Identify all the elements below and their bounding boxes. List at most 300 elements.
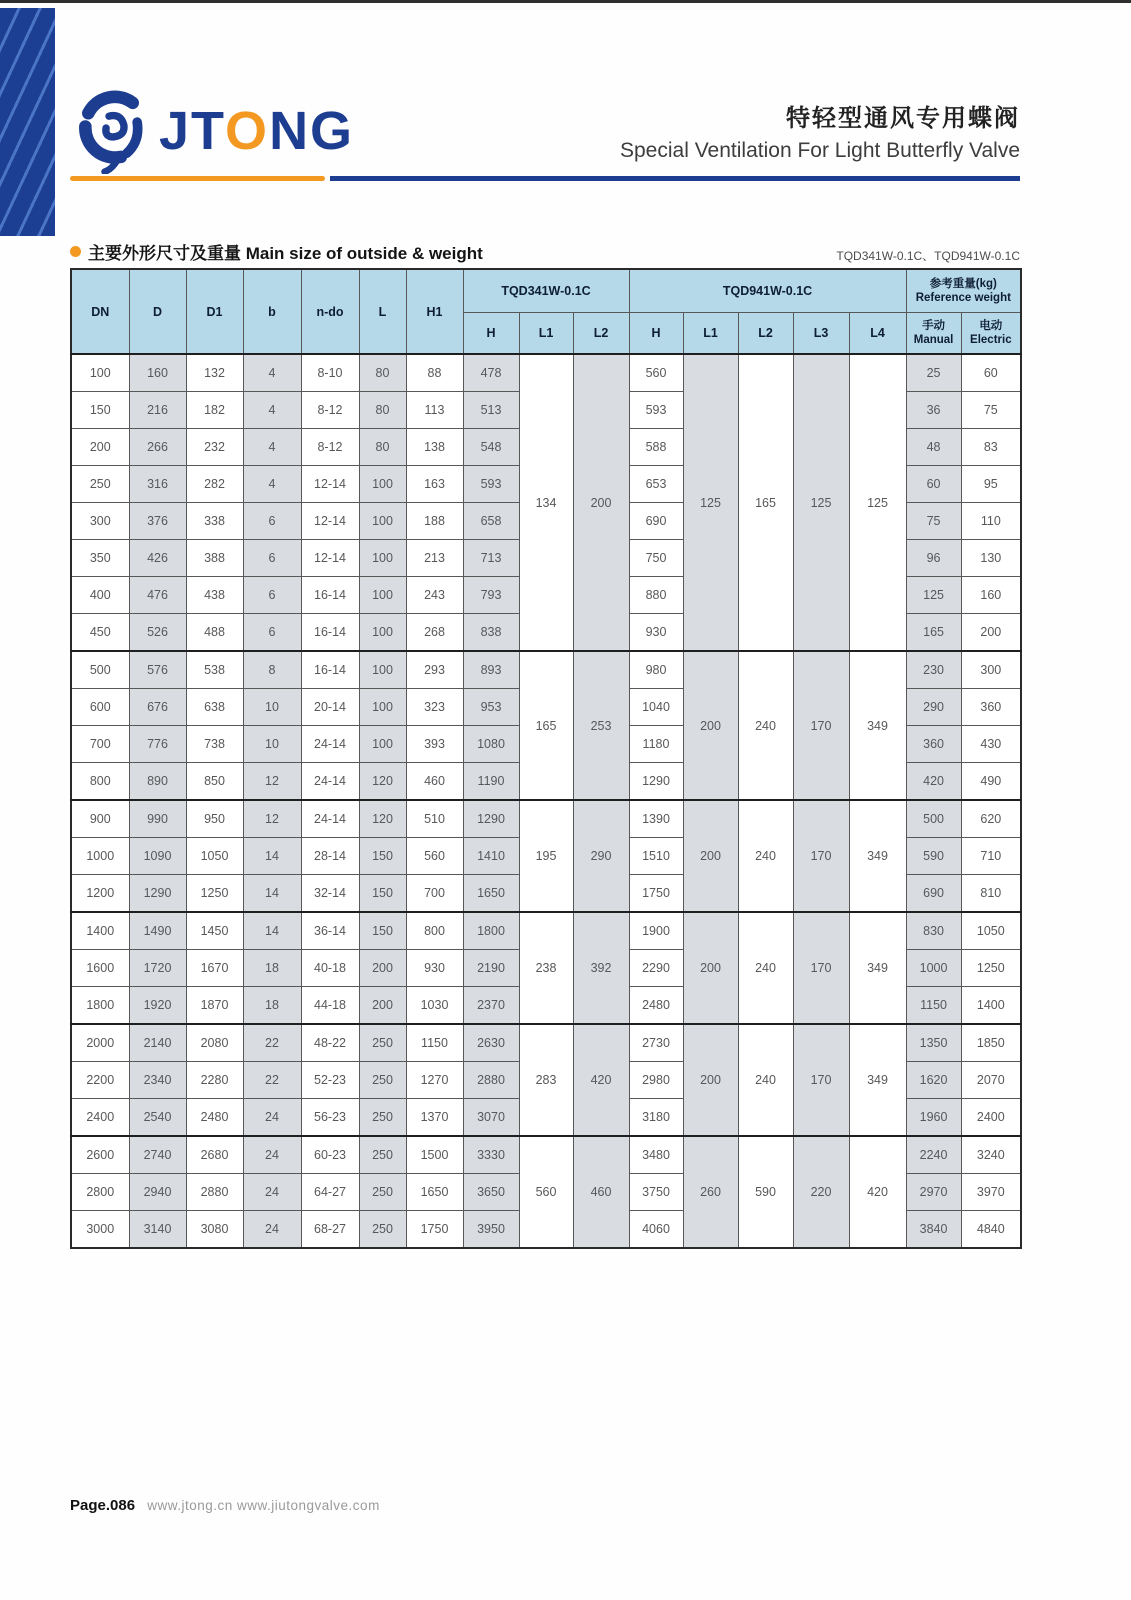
jtong-logo-text: JTONG <box>159 101 355 161</box>
table-cell: 130 <box>961 540 1021 577</box>
table-cell: 2970 <box>906 1174 961 1211</box>
table-cell: 388 <box>186 540 243 577</box>
subcol-weight-electric: 电动 Electric <box>961 313 1021 355</box>
table-cell: 1650 <box>406 1174 463 1211</box>
col-header-d: D <box>129 269 186 354</box>
section-heading <box>70 239 1020 264</box>
table-cell: 450 <box>71 614 129 652</box>
table-cell: 2200 <box>71 1062 129 1099</box>
table-cell: 216 <box>129 392 186 429</box>
table-cell: 1920 <box>129 987 186 1025</box>
table-cell: 590 <box>906 838 961 875</box>
table-body <box>71 354 1021 1248</box>
table-cell: 266 <box>129 429 186 466</box>
table-cell: 75 <box>906 503 961 540</box>
table-cell: 1620 <box>906 1062 961 1099</box>
table-cell: 800 <box>71 763 129 801</box>
table-cell: 750 <box>629 540 683 577</box>
table-cell: 200 <box>71 429 129 466</box>
table-cell: 132 <box>186 354 243 392</box>
dimensions-table-wrap <box>70 268 1022 1249</box>
table-cell: 3180 <box>629 1099 683 1137</box>
table-cell: 350 <box>71 540 129 577</box>
table-cell: 1960 <box>906 1099 961 1137</box>
table-cell: 4 <box>243 354 301 392</box>
table-cell: 2600 <box>71 1136 129 1174</box>
table-cell: 200 <box>573 354 629 651</box>
table-cell: 220 <box>793 1136 849 1248</box>
table-cell: 8-10 <box>301 354 359 392</box>
col-header-h1: H1 <box>406 269 463 354</box>
table-cell: 100 <box>359 651 406 689</box>
group-header-tqd941w: TQD941W-0.1C <box>629 269 906 313</box>
table-cell: 250 <box>71 466 129 503</box>
table-cell: 400 <box>71 577 129 614</box>
table-cell: 6 <box>243 503 301 540</box>
table-cell: 24-14 <box>301 800 359 838</box>
table-cell: 990 <box>129 800 186 838</box>
table-cell: 548 <box>463 429 519 466</box>
table-cell: 260 <box>683 1136 738 1248</box>
table-cell: 1720 <box>129 950 186 987</box>
table-cell: 125 <box>793 354 849 651</box>
table-cell: 16-14 <box>301 614 359 652</box>
table-row <box>71 651 1021 689</box>
table-cell: 3240 <box>961 1136 1021 1174</box>
table-cell: 526 <box>129 614 186 652</box>
table-cell: 200 <box>359 950 406 987</box>
table-cell: 2740 <box>129 1136 186 1174</box>
table-cell: 113 <box>406 392 463 429</box>
table-cell: 6 <box>243 540 301 577</box>
table-cell: 430 <box>961 726 1021 763</box>
table-cell: 230 <box>906 651 961 689</box>
table-cell: 120 <box>359 800 406 838</box>
table-cell: 3750 <box>629 1174 683 1211</box>
table-cell: 24-14 <box>301 726 359 763</box>
table-cell: 282 <box>186 466 243 503</box>
table-cell: 3000 <box>71 1211 129 1249</box>
table-cell: 1400 <box>71 912 129 950</box>
table-cell: 1250 <box>961 950 1021 987</box>
table-cell: 2800 <box>71 1174 129 1211</box>
table-cell: 1450 <box>186 912 243 950</box>
table-cell: 460 <box>406 763 463 801</box>
table-cell: 25 <box>906 354 961 392</box>
subcol-weight-manual: 手动 Manual <box>906 313 961 355</box>
subcol-941-l3: L3 <box>793 313 849 355</box>
table-cell: 40-18 <box>301 950 359 987</box>
table-cell: 4 <box>243 466 301 503</box>
table-cell: 213 <box>406 540 463 577</box>
table-cell: 2680 <box>186 1136 243 1174</box>
table-cell: 165 <box>519 651 573 800</box>
table-cell: 12-14 <box>301 540 359 577</box>
table-cell: 1870 <box>186 987 243 1025</box>
table-cell: 24 <box>243 1211 301 1249</box>
table-cell: 2480 <box>186 1099 243 1137</box>
table-cell: 2190 <box>463 950 519 987</box>
website-urls: www.jtong.cn www.jiutongvalve.com <box>147 1498 380 1513</box>
table-cell: 478 <box>463 354 519 392</box>
table-cell: 165 <box>906 614 961 652</box>
table-cell: 150 <box>71 392 129 429</box>
table-cell: 195 <box>519 800 573 912</box>
subcol-941-l2: L2 <box>738 313 793 355</box>
table-cell: 200 <box>683 1024 738 1136</box>
table-cell: 75 <box>961 392 1021 429</box>
table-cell: 710 <box>961 838 1021 875</box>
table-cell: 243 <box>406 577 463 614</box>
table-cell: 64-27 <box>301 1174 359 1211</box>
section-title: 主要外形尺寸及重量 Main size of outside & weight <box>88 244 483 263</box>
table-cell: 560 <box>519 1136 573 1248</box>
table-cell: 800 <box>406 912 463 950</box>
table-cell: 96 <box>906 540 961 577</box>
table-cell: 360 <box>906 726 961 763</box>
table-cell: 2730 <box>629 1024 683 1062</box>
table-cell: 323 <box>406 689 463 726</box>
table-cell: 95 <box>961 466 1021 503</box>
group-header-tqd341w: TQD341W-0.1C <box>463 269 629 313</box>
table-cell: 538 <box>186 651 243 689</box>
table-cell: 1800 <box>463 912 519 950</box>
logo-o-letter: O <box>225 101 270 161</box>
table-cell: 2480 <box>629 987 683 1025</box>
table-cell: 60 <box>961 354 1021 392</box>
table-cell: 8 <box>243 651 301 689</box>
table-cell: 60-23 <box>301 1136 359 1174</box>
table-cell: 1150 <box>406 1024 463 1062</box>
table-cell: 200 <box>359 987 406 1025</box>
group-header-weight <box>906 269 1021 313</box>
table-cell: 490 <box>961 763 1021 801</box>
table-cell: 2000 <box>71 1024 129 1062</box>
table-cell: 830 <box>906 912 961 950</box>
table-cell: 576 <box>129 651 186 689</box>
table-cell: 738 <box>186 726 243 763</box>
table-cell: 60 <box>906 466 961 503</box>
table-cell: 360 <box>961 689 1021 726</box>
table-cell: 188 <box>406 503 463 540</box>
table-cell: 1490 <box>129 912 186 950</box>
col-header-dn: DN <box>71 269 129 354</box>
weight-label-zh: 参考重量(kg) <box>929 277 997 290</box>
table-cell: 10 <box>243 689 301 726</box>
table-cell: 2080 <box>186 1024 243 1062</box>
table-cell: 590 <box>738 1136 793 1248</box>
table-cell: 36 <box>906 392 961 429</box>
table-cell: 349 <box>849 912 906 1024</box>
table-cell: 24 <box>243 1136 301 1174</box>
table-cell: 12-14 <box>301 466 359 503</box>
table-cell: 1410 <box>463 838 519 875</box>
table-cell: 658 <box>463 503 519 540</box>
table-cell: 150 <box>359 838 406 875</box>
table-row <box>71 354 1021 392</box>
table-cell: 376 <box>129 503 186 540</box>
table-cell: 1850 <box>961 1024 1021 1062</box>
divider-blue-segment <box>330 176 1020 181</box>
table-cell: 48-22 <box>301 1024 359 1062</box>
divider-orange-segment <box>70 176 325 181</box>
table-cell: 1030 <box>406 987 463 1025</box>
table-cell: 14 <box>243 912 301 950</box>
table-cell: 500 <box>906 800 961 838</box>
table-cell: 8-12 <box>301 429 359 466</box>
table-cell: 250 <box>359 1174 406 1211</box>
table-cell: 100 <box>359 577 406 614</box>
table-cell: 100 <box>359 689 406 726</box>
table-cell: 4 <box>243 429 301 466</box>
table-cell: 170 <box>793 651 849 800</box>
table-cell: 838 <box>463 614 519 652</box>
table-head <box>71 269 1021 354</box>
table-cell: 250 <box>359 1062 406 1099</box>
table-cell: 125 <box>849 354 906 651</box>
table-cell: 776 <box>129 726 186 763</box>
table-cell: 1250 <box>186 875 243 913</box>
table-cell: 290 <box>906 689 961 726</box>
table-cell: 14 <box>243 875 301 913</box>
table-cell: 1290 <box>629 763 683 801</box>
table-cell: 1800 <box>71 987 129 1025</box>
table-cell: 980 <box>629 651 683 689</box>
table-cell: 392 <box>573 912 629 1024</box>
header-divider <box>70 176 1020 181</box>
table-cell: 393 <box>406 726 463 763</box>
table-cell: 700 <box>406 875 463 913</box>
table-cell: 4840 <box>961 1211 1021 1249</box>
table-cell: 1600 <box>71 950 129 987</box>
table-cell: 713 <box>463 540 519 577</box>
table-cell: 100 <box>359 466 406 503</box>
table-cell: 6 <box>243 614 301 652</box>
table-cell: 100 <box>359 614 406 652</box>
table-cell: 1400 <box>961 987 1021 1025</box>
table-cell: 32-14 <box>301 875 359 913</box>
table-cell: 170 <box>793 912 849 1024</box>
table-cell: 83 <box>961 429 1021 466</box>
col-header-b: b <box>243 269 301 354</box>
table-cell: 3480 <box>629 1136 683 1174</box>
table-cell: 24 <box>243 1174 301 1211</box>
table-cell: 338 <box>186 503 243 540</box>
table-cell: 2980 <box>629 1062 683 1099</box>
col-header-d1: D1 <box>186 269 243 354</box>
table-cell: 420 <box>906 763 961 801</box>
table-cell: 349 <box>849 1024 906 1136</box>
product-title-en: Special Ventilation For Light Butterfly Valve <box>620 139 1020 162</box>
product-title-zh: 特轻型通风专用蝶阀 <box>786 105 1020 132</box>
table-cell: 1040 <box>629 689 683 726</box>
table-cell: 22 <box>243 1062 301 1099</box>
table-cell: 300 <box>71 503 129 540</box>
dimensions-table <box>70 268 1022 1249</box>
table-cell: 12 <box>243 763 301 801</box>
table-cell: 240 <box>738 800 793 912</box>
table-cell: 56-23 <box>301 1099 359 1137</box>
table-cell: 24-14 <box>301 763 359 801</box>
table-cell: 100 <box>359 503 406 540</box>
table-cell: 1670 <box>186 950 243 987</box>
table-cell: 48 <box>906 429 961 466</box>
table-cell: 2630 <box>463 1024 519 1062</box>
table-cell: 293 <box>406 651 463 689</box>
table-cell: 1750 <box>406 1211 463 1249</box>
jtong-logo <box>75 88 354 174</box>
table-cell: 300 <box>961 651 1021 689</box>
table-cell: 653 <box>629 466 683 503</box>
table-cell: 560 <box>406 838 463 875</box>
table-cell: 1200 <box>71 875 129 913</box>
table-cell: 240 <box>738 651 793 800</box>
subcol-341-l2: L2 <box>573 313 629 355</box>
table-cell: 420 <box>573 1024 629 1136</box>
table-cell: 488 <box>186 614 243 652</box>
table-cell: 930 <box>406 950 463 987</box>
table-cell: 200 <box>683 800 738 912</box>
table-cell: 438 <box>186 577 243 614</box>
table-cell: 238 <box>519 912 573 1024</box>
table-cell: 600 <box>71 689 129 726</box>
table-cell: 88 <box>406 354 463 392</box>
table-cell: 3650 <box>463 1174 519 1211</box>
table-cell: 1390 <box>629 800 683 838</box>
table-cell: 1050 <box>961 912 1021 950</box>
table-cell: 250 <box>359 1024 406 1062</box>
table-cell: 3950 <box>463 1211 519 1249</box>
table-cell: 500 <box>71 651 129 689</box>
table-row <box>71 912 1021 950</box>
table-cell: 163 <box>406 466 463 503</box>
table-cell: 349 <box>849 651 906 800</box>
weight-label-en: Reference weight <box>915 292 1011 304</box>
table-cell: 100 <box>71 354 129 392</box>
table-cell: 250 <box>359 1136 406 1174</box>
table-cell: 18 <box>243 950 301 987</box>
table-cell: 560 <box>629 354 683 392</box>
table-cell: 2340 <box>129 1062 186 1099</box>
table-cell: 28-14 <box>301 838 359 875</box>
table-cell: 690 <box>906 875 961 913</box>
table-cell: 8-12 <box>301 392 359 429</box>
table-cell: 150 <box>359 875 406 913</box>
subcol-941-h: H <box>629 313 683 355</box>
table-cell: 125 <box>906 577 961 614</box>
table-cell: 2140 <box>129 1024 186 1062</box>
table-cell: 3330 <box>463 1136 519 1174</box>
table-cell: 593 <box>629 392 683 429</box>
table-cell: 1750 <box>629 875 683 913</box>
table-cell: 420 <box>849 1136 906 1248</box>
table-cell: 80 <box>359 392 406 429</box>
table-cell: 2880 <box>186 1174 243 1211</box>
table-cell: 593 <box>463 466 519 503</box>
table-cell: 68-27 <box>301 1211 359 1249</box>
jtong-logo-icon <box>75 88 149 174</box>
table-cell: 250 <box>359 1099 406 1137</box>
col-header-l: L <box>359 269 406 354</box>
table-cell: 1500 <box>406 1136 463 1174</box>
table-cell: 460 <box>573 1136 629 1248</box>
table-cell: 16-14 <box>301 577 359 614</box>
table-cell: 3970 <box>961 1174 1021 1211</box>
table-cell: 2400 <box>961 1099 1021 1137</box>
table-cell: 950 <box>186 800 243 838</box>
table-cell: 900 <box>71 800 129 838</box>
table-cell: 890 <box>129 763 186 801</box>
table-cell: 283 <box>519 1024 573 1136</box>
table-cell: 240 <box>738 1024 793 1136</box>
table-cell: 1050 <box>186 838 243 875</box>
table-cell: 1290 <box>129 875 186 913</box>
table-cell: 3840 <box>906 1211 961 1249</box>
table-cell: 12 <box>243 800 301 838</box>
table-cell: 1510 <box>629 838 683 875</box>
table-cell: 22 <box>243 1024 301 1062</box>
table-cell: 200 <box>683 912 738 1024</box>
table-cell: 2070 <box>961 1062 1021 1099</box>
table-cell: 690 <box>629 503 683 540</box>
table-cell: 2370 <box>463 987 519 1025</box>
table-cell: 170 <box>793 1024 849 1136</box>
table-cell: 1190 <box>463 763 519 801</box>
table-cell: 165 <box>738 354 793 651</box>
table-cell: 12-14 <box>301 503 359 540</box>
table-cell: 110 <box>961 503 1021 540</box>
table-cell: 638 <box>186 689 243 726</box>
table-cell: 3070 <box>463 1099 519 1137</box>
table-cell: 2940 <box>129 1174 186 1211</box>
subcol-941-l1: L1 <box>683 313 738 355</box>
table-cell: 2400 <box>71 1099 129 1137</box>
table-cell: 200 <box>683 651 738 800</box>
subcol-341-h: H <box>463 313 519 355</box>
table-cell: 850 <box>186 763 243 801</box>
table-cell: 290 <box>573 800 629 912</box>
table-cell: 3080 <box>186 1211 243 1249</box>
table-cell: 100 <box>359 726 406 763</box>
product-titles <box>620 98 1020 163</box>
table-cell: 700 <box>71 726 129 763</box>
table-cell: 3140 <box>129 1211 186 1249</box>
table-cell: 1000 <box>906 950 961 987</box>
table-cell: 4 <box>243 392 301 429</box>
table-cell: 232 <box>186 429 243 466</box>
table-cell: 125 <box>683 354 738 651</box>
table-cell: 2240 <box>906 1136 961 1174</box>
table-cell: 268 <box>406 614 463 652</box>
table-cell: 349 <box>849 800 906 912</box>
table-cell: 1180 <box>629 726 683 763</box>
page-footer <box>70 1497 380 1514</box>
table-cell: 170 <box>793 800 849 912</box>
table-cell: 138 <box>406 429 463 466</box>
table-cell: 18 <box>243 987 301 1025</box>
table-cell: 1370 <box>406 1099 463 1137</box>
table-cell: 2280 <box>186 1062 243 1099</box>
table-cell: 160 <box>961 577 1021 614</box>
table-cell: 476 <box>129 577 186 614</box>
left-stripe-band <box>0 8 55 236</box>
table-cell: 253 <box>573 651 629 800</box>
table-cell: 2290 <box>629 950 683 987</box>
table-cell: 2880 <box>463 1062 519 1099</box>
table-cell: 1290 <box>463 800 519 838</box>
table-row <box>71 1024 1021 1062</box>
table-cell: 120 <box>359 763 406 801</box>
